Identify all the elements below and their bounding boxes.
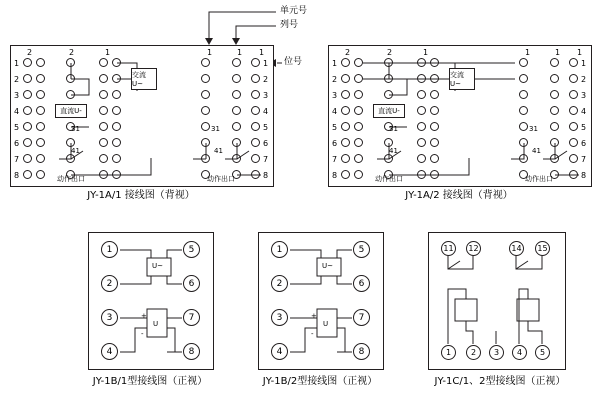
socket3-wiring (429, 233, 565, 369)
top-number-1: 2 (27, 48, 33, 57)
node-31-label-p1: 31 (71, 125, 80, 133)
row-number-r5-p2: 5 (581, 123, 587, 132)
row-number-l6-p2: 6 (332, 139, 338, 148)
action-output-label-p1b: 动作出口 (207, 175, 235, 183)
socket2-pin-8: 8 (353, 343, 370, 360)
socket-jy-1c (428, 232, 566, 370)
row-number-l7-p2: 7 (332, 155, 338, 164)
position-no-label: 位号 (284, 57, 303, 67)
socket3-pin-4: 4 (512, 345, 527, 360)
socket1-pin-1: 1 (101, 241, 118, 258)
socket3-pin-11: 11 (441, 241, 456, 256)
socket2-pin-1: 1 (271, 241, 288, 258)
socket3-pin-1: 1 (441, 345, 456, 360)
row-number-r6-p2: 6 (581, 139, 587, 148)
panel1-wiring (11, 46, 273, 186)
top-number-3: 1 (105, 48, 111, 57)
row-number-r4-p2: 4 (581, 107, 587, 116)
row-number-r8-p2: 8 (581, 171, 587, 180)
top-number-4-p2: 1 (525, 48, 531, 57)
caption-jy-1b-1: JY-1B/1型接线图（正视） (92, 376, 208, 387)
row-number-l3-p2: 3 (332, 91, 338, 100)
caption-jy-1c: JY-1C/1、2型接线图（正视） (434, 376, 566, 387)
row-number-l2: 2 (14, 75, 20, 84)
dc-source-box-p2: 直流U- (373, 104, 405, 118)
row-number-r7: 7 (263, 155, 269, 164)
ac-source-box-p1: 交流U~ (131, 68, 157, 90)
socket2-pin-7: 7 (353, 309, 370, 326)
socket2-minus-label: - (311, 330, 314, 338)
row-number-r7-p2: 7 (581, 155, 587, 164)
node-41-label-p2: 41 (389, 147, 398, 155)
unit-no-arrow (205, 38, 213, 45)
row-number-l8-p2: 8 (332, 171, 338, 180)
socket1-pin-3: 3 (101, 309, 118, 326)
socket2-pin-3: 3 (271, 309, 288, 326)
panel-jy-1a-1 (10, 45, 274, 187)
column-no-arrow (232, 38, 240, 45)
top-number-6-p2: 1 (577, 48, 583, 57)
socket1-plus-label: + (141, 312, 147, 320)
socket2-u-ac-label: U~ (322, 262, 333, 270)
column-no-label: 列号 (280, 20, 299, 30)
row-number-r2: 2 (263, 75, 269, 84)
row-number-r8: 8 (263, 171, 269, 180)
socket1-pin-2: 2 (101, 275, 118, 292)
socket3-pin-15: 15 (535, 241, 550, 256)
row-number-l2-p2: 2 (332, 75, 338, 84)
top-number-6: 1 (259, 48, 265, 57)
socket2-pin-4: 4 (271, 343, 288, 360)
row-number-l7: 7 (14, 155, 20, 164)
top-number-1-p2: 2 (345, 48, 351, 57)
node-41-label-p1b: 41 (214, 147, 223, 155)
action-output-label-p1: 动作出口 (57, 175, 85, 183)
panel-jy-1a-2 (328, 45, 592, 187)
dc-source-box-p1: 直流U- (55, 104, 87, 118)
socket1-u-ac-label: U~ (152, 262, 163, 270)
action-output-label-p2: 动作出口 (375, 175, 403, 183)
socket3-pin-2: 2 (466, 345, 481, 360)
node-31-label-p2: 31 (389, 125, 398, 133)
socket3-pin-12: 12 (466, 241, 481, 256)
socket2-pin-5: 5 (353, 241, 370, 258)
row-number-r3: 3 (263, 91, 269, 100)
socket-jy-1b-2 (258, 232, 384, 370)
caption-jy-1a-1: JY-1A/1 接线图（背视） (87, 190, 195, 201)
row-number-r2-p2: 2 (581, 75, 587, 84)
top-number-3-p2: 1 (423, 48, 429, 57)
top-number-2-p2: 2 (387, 48, 393, 57)
action-output-label-p2b: 动作出口 (525, 175, 553, 183)
socket1-pin-8: 8 (183, 343, 200, 360)
socket3-pin-3: 3 (489, 345, 504, 360)
top-number-4: 1 (207, 48, 213, 57)
row-number-r4: 4 (263, 107, 269, 116)
socket2-pin-2: 2 (271, 275, 288, 292)
row-number-l4: 4 (14, 107, 20, 116)
node-41-label-p2b: 41 (532, 147, 541, 155)
socket1-pin-6: 6 (183, 275, 200, 292)
socket1-pin-5: 5 (183, 241, 200, 258)
row-number-l1: 1 (14, 59, 20, 68)
socket-jy-1b-1 (88, 232, 214, 370)
socket1-pin-4: 4 (101, 343, 118, 360)
socket1-wiring (89, 233, 213, 369)
socket3-pin-5: 5 (535, 345, 550, 360)
row-number-l5-p2: 5 (332, 123, 338, 132)
ac-source-box-p2: 交流U~ (449, 68, 475, 90)
node-31-label-p2b: 31 (529, 125, 538, 133)
row-number-l8: 8 (14, 171, 20, 180)
row-number-r5: 5 (263, 123, 269, 132)
row-number-l3: 3 (14, 91, 20, 100)
panel2-wiring (329, 46, 591, 186)
socket2-plus-label: + (311, 312, 317, 320)
row-number-r3-p2: 3 (581, 91, 587, 100)
socket3-pin-14: 14 (509, 241, 524, 256)
top-number-5: 1 (237, 48, 243, 57)
row-number-l4-p2: 4 (332, 107, 338, 116)
caption-jy-1a-2: JY-1A/2 接线图（背视） (405, 190, 513, 201)
row-number-l1-p2: 1 (332, 59, 338, 68)
row-number-r1: 1 (263, 59, 269, 68)
top-number-5-p2: 1 (555, 48, 561, 57)
socket1-pin-7: 7 (183, 309, 200, 326)
row-number-r1-p2: 1 (581, 59, 587, 68)
top-number-2: 2 (69, 48, 75, 57)
socket1-u-dc-label: U (153, 320, 159, 328)
node-41-label-p1: 41 (71, 147, 80, 155)
node-31-label-p1b: 31 (211, 125, 220, 133)
socket2-u-dc-label: U (323, 320, 329, 328)
socket2-wiring (259, 233, 383, 369)
unit-no-label: 单元号 (280, 6, 308, 16)
row-number-r6: 6 (263, 139, 269, 148)
row-number-l5: 5 (14, 123, 20, 132)
socket2-pin-6: 6 (353, 275, 370, 292)
socket1-minus-label: - (141, 330, 144, 338)
caption-jy-1b-2: JY-1B/2型接线图（正视） (262, 376, 378, 387)
row-number-l6: 6 (14, 139, 20, 148)
